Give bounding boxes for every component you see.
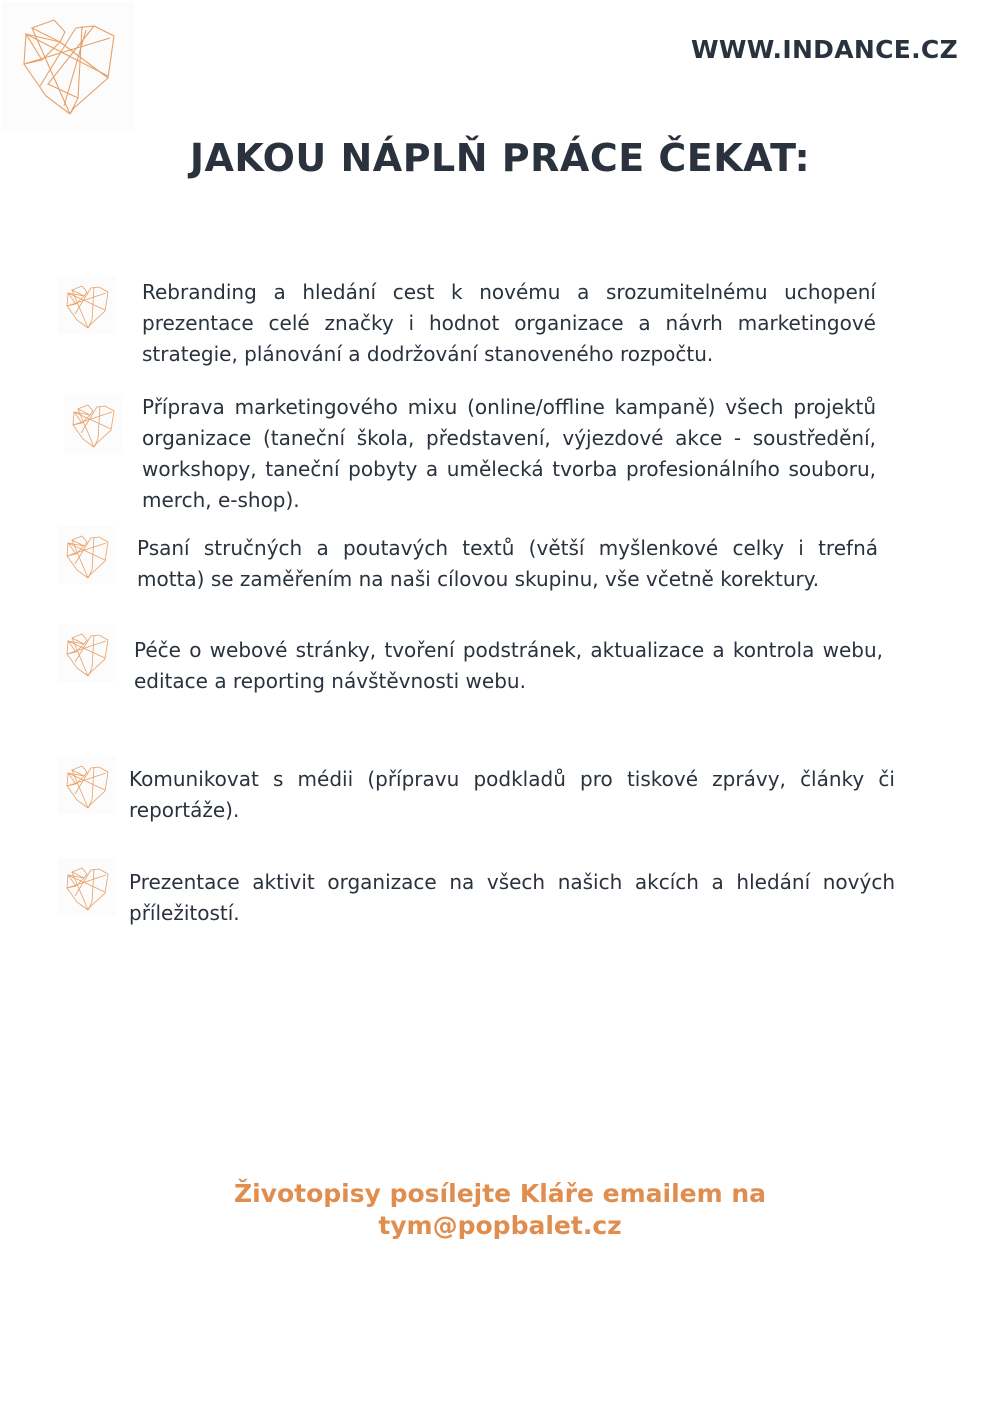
geometric-heart-icon — [58, 624, 116, 682]
geometric-heart-icon — [2, 2, 134, 132]
footer-cta-text: Životopisy posílejte Kláře emailem na — [233, 1179, 767, 1208]
bullet — [58, 756, 116, 814]
item-text: Příprava marketingového mixu (online/offline kampaně) všech projektů organizace (taneční škola, představení, výjezdové akce - soustředění, workshopy, taneční pobyty a umělecká tvorba profesionálního souboru, merch, e-shop). — [142, 395, 876, 512]
bullet — [64, 395, 122, 453]
geometric-heart-icon — [58, 858, 116, 916]
geometric-heart-icon — [58, 756, 116, 814]
geometric-heart-icon — [58, 276, 116, 334]
page-title: JAKOU NÁPLŇ PRÁCE ČEKAT: — [189, 136, 811, 180]
item-text: Psaní stručných a poutavých textů (větší myšlenkové celky i trefná motta) se zaměřením na naši cílovou skupinu, vše včetně korektury. — [137, 536, 878, 591]
footer-cta — [0, 1178, 1000, 1242]
bullet — [58, 276, 116, 334]
bullet — [58, 526, 116, 584]
logo — [2, 2, 134, 132]
contact-email-link[interactable]: tym@popbalet.cz — [378, 1211, 622, 1240]
site-url[interactable]: WWW.INDANCE.CZ — [690, 35, 958, 64]
geometric-heart-icon — [64, 395, 122, 453]
item-text: Péče o webové stránky, tvoření podstránek, aktualizace a kontrola webu, editace a reporting návštěvnosti webu. — [134, 638, 883, 693]
bullet — [58, 624, 116, 682]
item-text: Rebranding a hledání cest k novému a srozumitelnému uchopení prezentace celé značky i hodnot organizace a návrh marketingové strategie, plánování a dodržování stanoveného rozpočtu. — [142, 280, 876, 366]
item-text: Komunikovat s médii (přípravu podkladů pro tiskové zprávy, články či reportáže). — [129, 767, 895, 822]
bullet — [58, 858, 116, 916]
geometric-heart-icon — [58, 526, 116, 584]
item-text: Prezentace aktivit organizace na všech našich akcích a hledání nových příležitostí. — [129, 870, 895, 925]
